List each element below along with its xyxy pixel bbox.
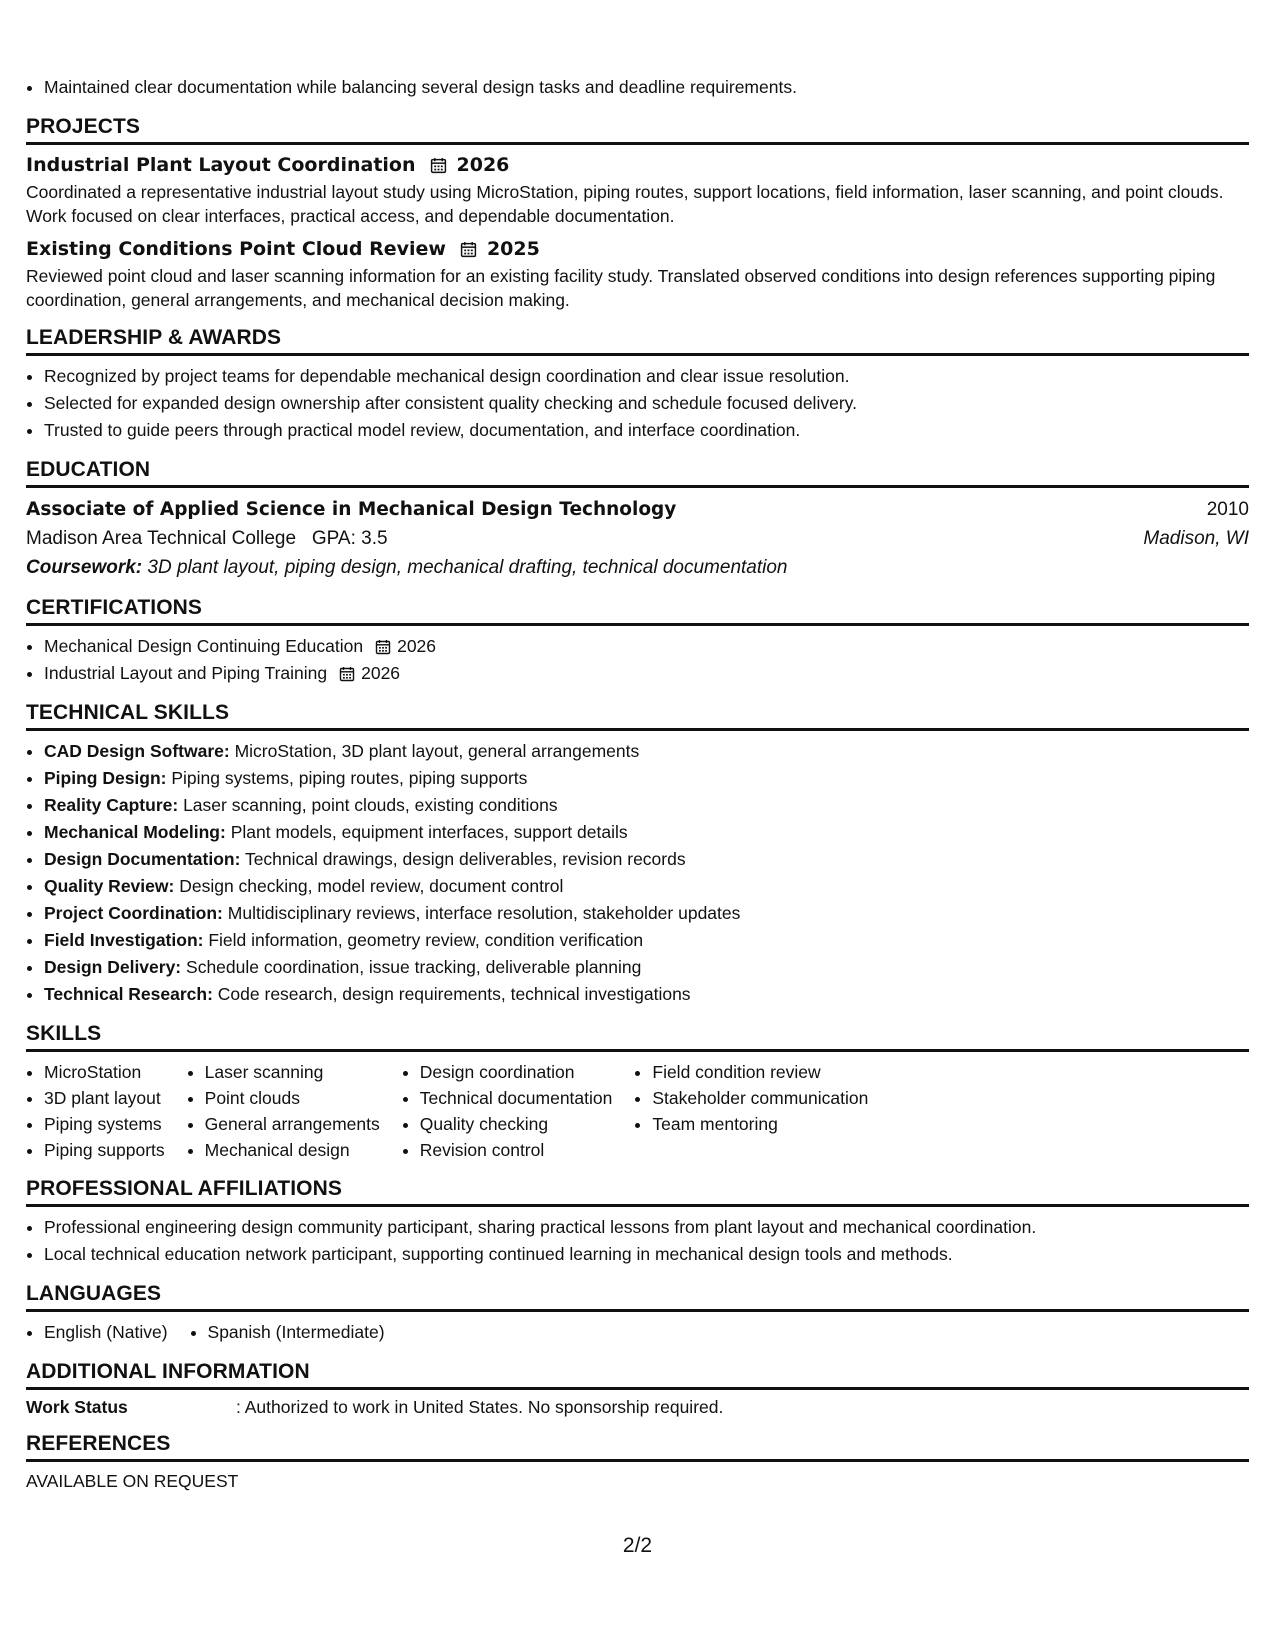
skills-section bbox=[26, 1018, 1249, 1163]
certification-year: 2026 bbox=[397, 636, 437, 656]
list-item: • Laser scanning bbox=[205, 1059, 380, 1085]
skill-category: Technical Research: bbox=[44, 984, 213, 1004]
skill-category: Quality Review: bbox=[44, 876, 175, 896]
list-item: • Selected for expanded design ownership after consistent quality checking and schedule focused delivery. bbox=[44, 390, 1249, 417]
skill-details: Piping systems, piping routes, piping supports bbox=[171, 768, 528, 788]
graduation-year: 2010 bbox=[1206, 499, 1249, 520]
list-item: • Local technical education network participant, supporting continued learning in mechanical design tools and methods. bbox=[44, 1241, 1249, 1268]
section-heading: PROJECTS bbox=[26, 111, 1249, 145]
list-item bbox=[44, 846, 1249, 873]
skill-category: CAD Design Software: bbox=[44, 741, 230, 761]
skill-category: Design Documentation: bbox=[44, 849, 241, 869]
skills-column bbox=[402, 1059, 635, 1163]
references-section bbox=[26, 1428, 1249, 1493]
projects-section bbox=[26, 111, 1249, 312]
certifications-section bbox=[26, 592, 1249, 687]
section-heading: LANGUAGES bbox=[26, 1278, 1249, 1312]
skill-details: Code research, design requirements, technical investigations bbox=[217, 984, 691, 1004]
technical-skills-list bbox=[26, 738, 1249, 1008]
list-item: • Mechanical design bbox=[205, 1137, 380, 1163]
list-item bbox=[44, 738, 1249, 765]
school-name: Madison Area Technical College bbox=[26, 528, 297, 549]
certification-name: • Mechanical Design Continuing Education bbox=[44, 636, 364, 656]
list-item: • Technical documentation bbox=[420, 1085, 613, 1111]
skill-details: Schedule coordination, issue tracking, deliverable planning bbox=[186, 957, 642, 977]
list-item: • Point clouds bbox=[205, 1085, 380, 1111]
intro-list bbox=[26, 74, 1249, 101]
section-heading: REFERENCES bbox=[26, 1428, 1249, 1462]
list-item: • Recognized by project teams for dependable mechanical design coordination and clear issue resolution. bbox=[44, 363, 1249, 390]
section-heading: ADDITIONAL INFORMATION bbox=[26, 1356, 1249, 1390]
list-item: • MicroStation bbox=[44, 1059, 165, 1085]
leadership-section bbox=[26, 322, 1249, 444]
work-status-value: : Authorized to work in United States. No sponsorship required. bbox=[236, 1397, 724, 1417]
certification-name: • Industrial Layout and Piping Training bbox=[44, 663, 328, 683]
technical-skills-section bbox=[26, 697, 1249, 1008]
list-item: • Maintained clear documentation while balancing several design tasks and deadline requirements. bbox=[44, 74, 1249, 101]
skill-category: Piping Design: bbox=[44, 768, 167, 788]
degree: Associate of Applied Science in Mechanical Design Technology bbox=[26, 499, 677, 520]
certification-year: 2026 bbox=[361, 663, 401, 683]
list-item bbox=[44, 765, 1249, 792]
project-title: Existing Conditions Point Cloud Review bbox=[26, 238, 446, 260]
skill-details: Design checking, model review, document control bbox=[179, 876, 564, 896]
calendar-icon bbox=[460, 241, 477, 258]
page-number: 2/2 bbox=[622, 1534, 653, 1557]
calendar-icon bbox=[339, 666, 355, 682]
calendar-icon bbox=[430, 157, 447, 174]
affiliations-list bbox=[26, 1214, 1249, 1268]
skills-grid bbox=[26, 1059, 1249, 1163]
skill-category: Design Delivery: bbox=[44, 957, 182, 977]
languages-list bbox=[26, 1319, 1249, 1346]
project-year: 2025 bbox=[486, 238, 540, 260]
skill-category: Mechanical Modeling: bbox=[44, 822, 226, 842]
work-status-row bbox=[26, 1397, 1249, 1418]
list-item: • Piping systems bbox=[44, 1111, 165, 1137]
project-item bbox=[26, 236, 1249, 312]
list-item bbox=[44, 819, 1249, 846]
additional-info-section bbox=[26, 1356, 1249, 1418]
list-item: • Team mentoring bbox=[652, 1111, 868, 1137]
list-item: • Professional engineering design community participant, sharing practical lessons from plant layout and mechanical coordination. bbox=[44, 1214, 1249, 1241]
list-item: • Design coordination bbox=[420, 1059, 613, 1085]
list-item: • General arrangements bbox=[205, 1111, 380, 1137]
list-item: • Piping supports bbox=[44, 1137, 165, 1163]
languages-section bbox=[26, 1278, 1249, 1346]
skill-category: Reality Capture: bbox=[44, 795, 179, 815]
list-item bbox=[44, 981, 1249, 1008]
project-year: 2026 bbox=[456, 154, 510, 176]
education-section bbox=[26, 454, 1249, 582]
skill-details: Technical drawings, design deliverables, revision records bbox=[244, 849, 686, 869]
list-item bbox=[44, 660, 1249, 687]
coursework bbox=[26, 553, 1249, 582]
list-item bbox=[44, 633, 1249, 660]
list-item: • 3D plant layout bbox=[44, 1085, 165, 1111]
certifications-list bbox=[26, 633, 1249, 687]
coursework-list: 3D plant layout, piping design, mechanical drafting, technical documentation bbox=[147, 557, 788, 578]
section-heading: SKILLS bbox=[26, 1018, 1249, 1052]
list-item: • English (Native) bbox=[44, 1319, 168, 1346]
project-item bbox=[26, 152, 1249, 228]
list-item: • Trusted to guide peers through practical model review, documentation, and interface coordination. bbox=[44, 417, 1249, 444]
gpa: GPA: 3.5 bbox=[311, 528, 388, 549]
skill-category: Field Investigation: bbox=[44, 930, 204, 950]
references-text: AVAILABLE ON REQUEST bbox=[26, 1471, 239, 1491]
list-item bbox=[44, 792, 1249, 819]
list-item bbox=[44, 954, 1249, 981]
list-item: • Spanish (Intermediate) bbox=[208, 1319, 385, 1346]
section-heading: TECHNICAL SKILLS bbox=[26, 697, 1249, 731]
section-heading: EDUCATION bbox=[26, 454, 1249, 488]
leadership-list bbox=[26, 363, 1249, 444]
skills-column bbox=[26, 1059, 187, 1163]
skills-column bbox=[187, 1059, 402, 1163]
project-description: Coordinated a representative industrial layout study using MicroStation, piping routes, support locations, field information, laser scanning, and point clouds. Work focused on clear interfaces, practical access, and dependable documentation. bbox=[26, 182, 1224, 226]
section-heading: PROFESSIONAL AFFILIATIONS bbox=[26, 1173, 1249, 1207]
resume-page bbox=[26, 74, 1249, 1493]
list-item bbox=[44, 900, 1249, 927]
skill-details: MicroStation, 3D plant layout, general arrangements bbox=[234, 741, 640, 761]
section-heading: CERTIFICATIONS bbox=[26, 592, 1249, 626]
skill-details: Multidisciplinary reviews, interface resolution, stakeholder updates bbox=[227, 903, 741, 923]
skill-category: Project Coordination: bbox=[44, 903, 223, 923]
calendar-icon bbox=[375, 639, 391, 655]
coursework-label: Coursework: bbox=[26, 557, 143, 578]
project-description: Reviewed point cloud and laser scanning information for an existing facility study. Translated observed conditions into design references supporting piping coordination, general arrangements, and mechanical decision making. bbox=[26, 266, 1216, 310]
section-heading: LEADERSHIP & AWARDS bbox=[26, 322, 1249, 356]
skills-column bbox=[634, 1059, 890, 1163]
project-title: Industrial Plant Layout Coordination bbox=[26, 154, 416, 176]
school-location: Madison, WI bbox=[1143, 528, 1249, 549]
skill-details: Plant models, equipment interfaces, support details bbox=[230, 822, 628, 842]
list-item bbox=[44, 927, 1249, 954]
skill-details: Field information, geometry review, condition verification bbox=[208, 930, 644, 950]
affiliations-section bbox=[26, 1173, 1249, 1268]
list-item: • Revision control bbox=[420, 1137, 613, 1163]
list-item: • Stakeholder communication bbox=[652, 1085, 868, 1111]
skill-details: Laser scanning, point clouds, existing conditions bbox=[183, 795, 558, 815]
list-item: • Field condition review bbox=[652, 1059, 868, 1085]
list-item: • Quality checking bbox=[420, 1111, 613, 1137]
work-status-label: Work Status bbox=[26, 1397, 128, 1417]
list-item bbox=[44, 873, 1249, 900]
